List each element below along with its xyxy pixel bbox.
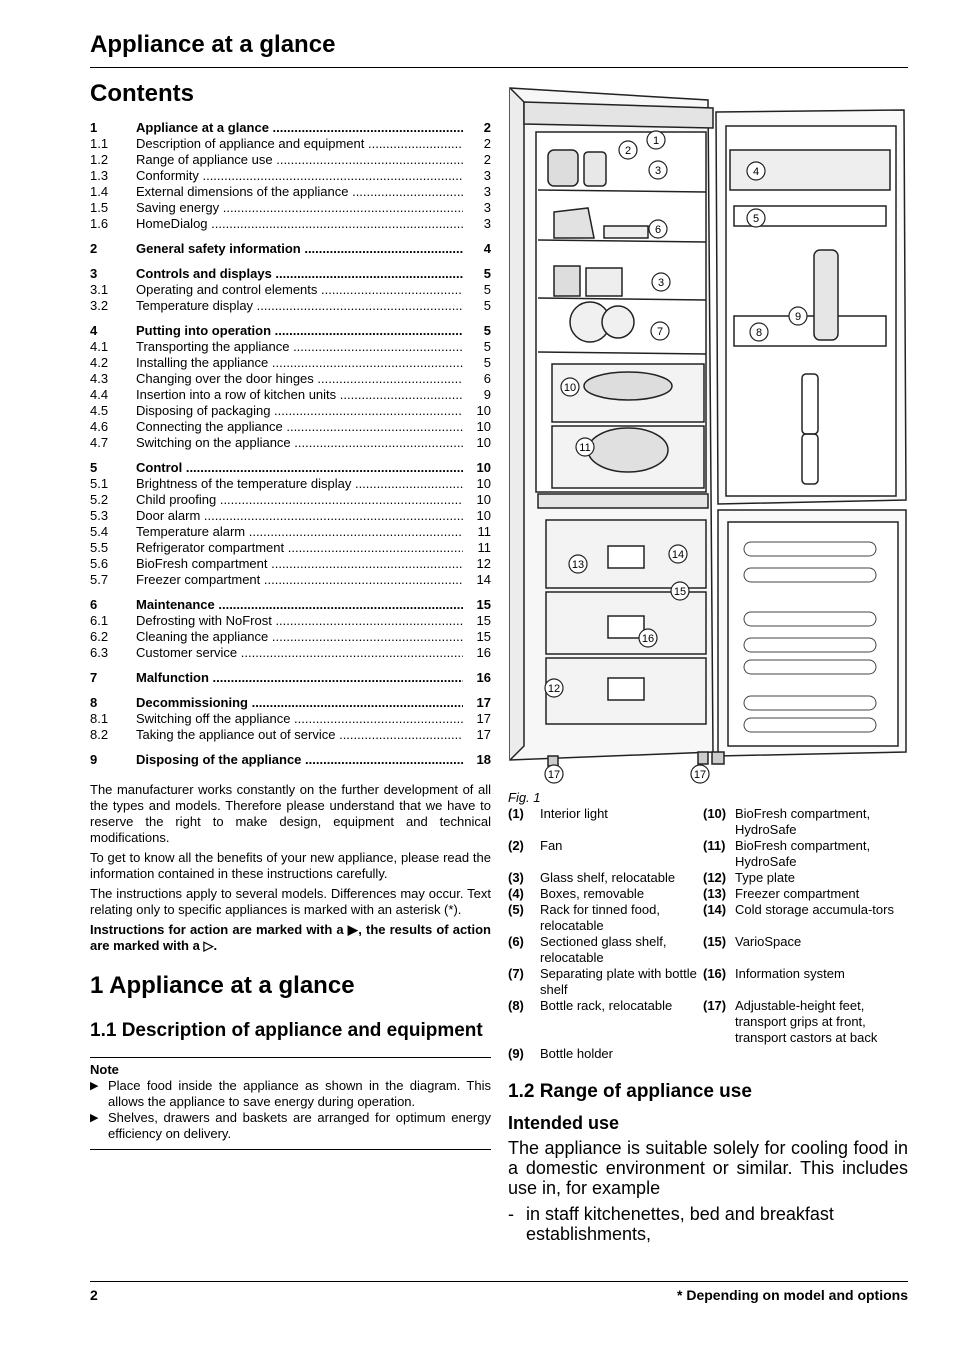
toc-entry-number: 4.4 <box>90 387 109 402</box>
toc-entry[interactable] <box>90 540 491 556</box>
legend-text: BioFresh compartment, HydroSafe <box>735 838 871 869</box>
toc-entry-page: 18 <box>476 752 491 767</box>
toc-entry[interactable] <box>90 216 491 232</box>
figure-callout <box>669 545 687 563</box>
toc-entry-page: 5 <box>483 282 491 297</box>
toc-entry-number: 3.1 <box>90 282 109 297</box>
callout-number: 16 <box>641 633 655 645</box>
instruction-marker-paragraph <box>90 922 491 954</box>
toc-entry-page: 10 <box>476 476 491 491</box>
legend-text: Freezer compartment <box>735 886 860 901</box>
toc-entry-number: 5 <box>90 460 98 475</box>
toc-entry-title: Freezer compartment ..... <box>136 572 463 588</box>
legend-text: Glass shelf, relocatable <box>540 870 676 885</box>
toc-entry[interactable] <box>90 460 491 476</box>
figure-callout <box>545 765 563 783</box>
intended-use-heading: Intended use <box>508 1113 620 1133</box>
toc-entry-title: General safety information ..... <box>136 241 463 257</box>
figure-callout <box>649 161 667 179</box>
toc-entry[interactable] <box>90 200 491 216</box>
legend-number: (7) <box>508 966 524 981</box>
legend-number: (10) <box>703 806 727 821</box>
toc-group <box>90 460 491 588</box>
toc-entry[interactable] <box>90 184 491 200</box>
toc-entry-title: Temperature alarm ..... <box>136 524 463 540</box>
toc-entry-title: Installing the appliance ..... <box>136 355 463 371</box>
toc-entry-number: 4 <box>90 323 98 338</box>
toc-entry-title: External dimensions of the appliance ..... <box>136 184 463 200</box>
toc-entry-title: Child proofing ..... <box>136 492 463 508</box>
toc-entry[interactable] <box>90 572 491 588</box>
legend-item <box>508 1046 703 1062</box>
toc-entry-page: 10 <box>476 492 491 507</box>
callout-number: 9 <box>794 311 802 323</box>
toc-entry[interactable] <box>90 152 491 168</box>
legend-number: (9) <box>508 1046 524 1061</box>
toc-entry-page: 11 <box>477 540 491 555</box>
callout-number: 17 <box>547 769 561 781</box>
toc-entry[interactable] <box>90 613 491 629</box>
toc-entry-page: 10 <box>476 419 491 434</box>
toc-entry[interactable] <box>90 120 491 136</box>
toc-entry-number: 7 <box>90 670 98 685</box>
legend-text: Fan <box>540 838 563 853</box>
toc-entry-number: 5.6 <box>90 556 109 571</box>
callout-number: 11 <box>579 442 591 454</box>
legend-item <box>703 886 908 902</box>
dash-marker: - <box>508 1204 514 1224</box>
legend-number: (11) <box>703 838 726 853</box>
toc-group <box>90 752 491 768</box>
legend-item <box>703 1046 908 1062</box>
toc-entry-number: 6 <box>90 597 98 612</box>
toc-entry[interactable] <box>90 419 491 435</box>
toc-entry-page: 10 <box>476 460 491 475</box>
marker-text: , the results of action are marked with a <box>90 922 491 953</box>
callout-number: 1 <box>652 135 660 147</box>
figure-callout <box>639 629 657 647</box>
toc-entry-number: 6.2 <box>90 629 109 644</box>
toc-entry-page: 5 <box>483 339 491 354</box>
legend-item <box>703 806 908 838</box>
toc-entry-number: 5.5 <box>90 540 109 555</box>
toc-entry[interactable] <box>90 371 491 387</box>
toc-entry-page: 6 <box>483 371 491 386</box>
legend-item <box>508 886 703 902</box>
toc-entry[interactable] <box>90 629 491 645</box>
legend-number: (3) <box>508 870 524 885</box>
figure-callout <box>651 322 669 340</box>
legend-text: Rack for tinned food, relocatable <box>540 902 660 933</box>
legend-text: Information system <box>735 966 845 981</box>
toc-entry-page: 5 <box>483 266 491 281</box>
legend-number: (15) <box>703 934 727 949</box>
toc-entry-title: Connecting the appliance ..... <box>136 419 463 435</box>
legend-number: (1) <box>508 806 524 821</box>
legend-item <box>703 998 908 1046</box>
toc-entry-title: Control ..... <box>136 460 463 476</box>
note-item-text: Place food inside the appliance as shown in the diagram. This allows the appliance to save energy during operation. <box>108 1078 491 1109</box>
toc-entry-page: 14 <box>476 572 491 587</box>
legend-number: (8) <box>508 998 524 1013</box>
figure-callout <box>747 162 765 180</box>
toc-entry[interactable] <box>90 339 491 355</box>
footer-note: * Depending on model and options <box>677 1287 908 1303</box>
toc-entry-title: Transporting the appliance ..... <box>136 339 463 355</box>
toc-entry-number: 1.4 <box>90 184 109 199</box>
toc-entry[interactable] <box>90 508 491 524</box>
toc-entry-title: Description of appliance and equipment ..... <box>136 136 463 152</box>
callout-number: 3 <box>657 277 665 289</box>
figure-callout <box>647 131 665 149</box>
toc-group <box>90 241 491 257</box>
toc-entry-page: 15 <box>476 629 491 644</box>
legend-text: Interior light <box>540 806 608 821</box>
toc-entry-page: 16 <box>476 645 491 660</box>
toc-entry[interactable] <box>90 711 491 727</box>
toc-entry-number: 5.7 <box>90 572 109 587</box>
toc-entry-title: Refrigerator compartment ..... <box>136 540 463 556</box>
legend-item <box>703 934 908 966</box>
toc-entry-number: 3.2 <box>90 298 109 313</box>
toc-entry[interactable] <box>90 645 491 661</box>
toc-entry[interactable] <box>90 136 491 152</box>
legend-item <box>508 966 703 998</box>
section-1-2-heading: 1.2 Range of appliance use <box>508 1081 752 1102</box>
toc-entry-title: Saving energy ..... <box>136 200 463 216</box>
toc-entry[interactable] <box>90 752 491 768</box>
toc-entry-number: 1.2 <box>90 152 109 167</box>
toc-entry-page: 3 <box>483 216 491 231</box>
callout-number: 4 <box>752 166 760 178</box>
toc-entry-page: 17 <box>476 727 491 742</box>
marker-text: Instructions for action are marked with a <box>90 922 348 937</box>
contents-heading: Contents <box>90 80 194 107</box>
toc-entry-page: 10 <box>476 435 491 450</box>
toc-entry-title: Operating and control elements ..... <box>136 282 463 298</box>
toc-entry-title: Brightness of the temperature display ..... <box>136 476 463 492</box>
toc-entry[interactable] <box>90 298 491 314</box>
toc-entry[interactable] <box>90 241 491 257</box>
legend-number: (17) <box>703 998 727 1013</box>
toc-entry-title: Switching off the appliance ..... <box>136 711 463 727</box>
legend-number: (6) <box>508 934 524 949</box>
toc-entry-page: 3 <box>483 200 491 215</box>
toc-entry[interactable] <box>90 670 491 686</box>
toc-entry-page: 15 <box>476 597 491 612</box>
legend-text: Bottle holder <box>540 1046 613 1061</box>
result-triangle-icon: ▷ <box>203 938 214 953</box>
toc-entry-number: 9 <box>90 752 98 767</box>
toc-entry-page: 12 <box>476 556 491 571</box>
intro-paragraph: The instructions apply to several models. Differences may occur. Text relating only to specific appliances is marked with an asterisk (*). <box>90 886 491 917</box>
callout-number: 8 <box>755 327 763 339</box>
toc-entry[interactable] <box>90 435 491 451</box>
toc-entry-number: 3 <box>90 266 98 281</box>
toc-entry-number: 5.3 <box>90 508 109 523</box>
table-of-contents <box>90 120 491 768</box>
toc-entry-number: 1.5 <box>90 200 109 215</box>
figure-callout <box>671 582 689 600</box>
toc-entry-title: Range of appliance use ..... <box>136 152 463 168</box>
toc-group <box>90 323 491 451</box>
legend-item <box>703 838 908 870</box>
figure-callout <box>561 378 579 396</box>
toc-entry-number: 1.3 <box>90 168 109 183</box>
figure-callout <box>691 765 709 783</box>
toc-entry[interactable] <box>90 524 491 540</box>
toc-entry-number: 4.7 <box>90 435 109 450</box>
toc-entry[interactable] <box>90 355 491 371</box>
toc-entry-page: 3 <box>483 168 491 183</box>
note-item-text: Shelves, drawers and baskets are arranged for optimum energy efficiency on delivery. <box>108 1110 491 1141</box>
callout-number: 15 <box>673 586 687 598</box>
figure-callout <box>576 438 594 456</box>
toc-entry-title: HomeDialog ..... <box>136 216 463 232</box>
toc-entry-title: Temperature display ..... <box>136 298 463 314</box>
toc-entry-number: 4.2 <box>90 355 109 370</box>
figure-callout <box>789 307 807 325</box>
figure-callout <box>619 141 637 159</box>
toc-group <box>90 695 491 743</box>
toc-entry[interactable] <box>90 323 491 339</box>
legend-text: Type plate <box>735 870 795 885</box>
toc-entry-number: 4.3 <box>90 371 109 386</box>
toc-entry[interactable] <box>90 282 491 298</box>
toc-entry-page: 17 <box>476 711 491 726</box>
toc-entry-title: Disposing of the appliance ..... <box>136 752 463 768</box>
toc-entry[interactable] <box>90 387 491 403</box>
toc-entry-title: Cleaning the appliance ..... <box>136 629 463 645</box>
toc-entry-number: 5.4 <box>90 524 109 539</box>
note-item <box>90 1110 491 1142</box>
left-column <box>90 80 491 1150</box>
toc-entry-title: Putting into operation ..... <box>136 323 463 339</box>
legend-number: (4) <box>508 886 524 901</box>
toc-entry-page: 2 <box>483 152 491 167</box>
legend-text: Bottle rack, relocatable <box>540 998 673 1013</box>
legend-text: Cold storage accumula-tors <box>735 902 894 917</box>
toc-entry-page: 9 <box>483 387 491 402</box>
callout-number: 3 <box>654 165 662 177</box>
legend-text: BioFresh compartment, HydroSafe <box>735 806 871 837</box>
callout-number: 13 <box>571 559 585 571</box>
toc-entry-title: Switching on the appliance ..... <box>136 435 463 451</box>
toc-entry[interactable] <box>90 492 491 508</box>
toc-entry[interactable] <box>90 266 491 282</box>
figure-callout <box>569 555 587 573</box>
toc-entry-number: 5.2 <box>90 492 109 507</box>
legend-item <box>703 870 908 886</box>
toc-entry-number: 8.2 <box>90 727 109 742</box>
toc-entry[interactable] <box>90 556 491 572</box>
toc-entry-title: Conformity ..... <box>136 168 463 184</box>
section-1-1-heading: 1.1 Description of appliance and equipment <box>90 1020 483 1041</box>
legend-item <box>508 838 703 870</box>
toc-group <box>90 670 491 686</box>
toc-entry-page: 4 <box>483 241 491 256</box>
toc-entry-title: Insertion into a row of kitchen units ..... <box>136 387 463 403</box>
toc-entry-page: 5 <box>483 298 491 313</box>
legend-text: Adjustable-height feet, transport grips at front, transport castors at back <box>735 998 878 1045</box>
toc-entry-page: 15 <box>476 613 491 628</box>
toc-entry[interactable] <box>90 695 491 711</box>
legend-number: (13) <box>703 886 727 901</box>
intro-text <box>90 782 491 954</box>
legend-item <box>508 902 703 934</box>
toc-entry-number: 2 <box>90 241 98 256</box>
note-box <box>90 1057 491 1150</box>
legend-number: (14) <box>703 902 727 917</box>
fridge-figure <box>508 80 908 786</box>
toc-entry-number: 6.1 <box>90 613 109 628</box>
toc-entry-page: 17 <box>476 695 491 710</box>
toc-entry-page: 5 <box>483 355 491 370</box>
figure-callout <box>747 209 765 227</box>
page-header <box>90 30 908 68</box>
legend-item <box>703 902 908 934</box>
toc-entry-page: 10 <box>476 508 491 523</box>
toc-entry-page: 11 <box>477 524 491 539</box>
figure-callout <box>649 220 667 238</box>
page-title: Appliance at a glance <box>90 31 336 58</box>
toc-group <box>90 597 491 661</box>
legend-number: (12) <box>703 870 727 885</box>
toc-entry-title: Maintenance ..... <box>136 597 463 613</box>
legend-text: Boxes, removable <box>540 886 645 901</box>
note-title: Note <box>90 1062 119 1077</box>
callout-number: 6 <box>654 224 662 236</box>
toc-entry-page: 2 <box>483 120 491 135</box>
toc-entry-title: Controls and displays ..... <box>136 266 463 282</box>
toc-entry-page: 16 <box>476 670 491 685</box>
toc-entry-title: Decommissioning ..... <box>136 695 463 711</box>
toc-entry-number: 5.1 <box>90 476 109 491</box>
legend-text: VarioSpace <box>735 934 802 949</box>
legend-item <box>703 966 908 998</box>
intro-paragraph: To get to know all the benefits of your new appliance, please read the information contained in these instructions carefully. <box>90 850 491 881</box>
toc-entry-page: 5 <box>483 323 491 338</box>
right-column <box>508 80 908 1244</box>
toc-entry-title: Appliance at a glance ..... <box>136 120 463 136</box>
toc-group <box>90 120 491 232</box>
toc-entry-number: 6.3 <box>90 645 109 660</box>
toc-entry-title: Door alarm ..... <box>136 508 463 524</box>
toc-entry[interactable] <box>90 727 491 743</box>
callout-number: 5 <box>752 213 760 225</box>
toc-entry-title: Defrosting with NoFrost ..... <box>136 613 463 629</box>
figure-callout <box>652 273 670 291</box>
list-item-text: in staff kitchenettes, bed and breakfast establishments, <box>526 1204 834 1244</box>
callout-number: 14 <box>671 549 685 561</box>
toc-entry-title: BioFresh compartment ..... <box>136 556 463 572</box>
action-triangle-icon: ▶ <box>347 922 359 937</box>
legend-number: (5) <box>508 902 524 917</box>
toc-entry-number: 4.5 <box>90 403 109 418</box>
toc-entry-title: Customer service ..... <box>136 645 463 661</box>
legend-number: (2) <box>508 838 524 853</box>
toc-entry-number: 8 <box>90 695 98 710</box>
section-1-heading: 1 Appliance at a glance <box>90 972 355 999</box>
toc-entry[interactable] <box>90 476 491 492</box>
toc-entry-title: Changing over the door hinges ..... <box>136 371 463 387</box>
legend-text: Separating plate with bottle shelf <box>540 966 697 997</box>
note-item <box>90 1078 491 1110</box>
fridge-diagram <box>508 80 908 786</box>
figure-callout <box>545 679 563 697</box>
toc-entry-page: 3 <box>483 184 491 199</box>
toc-entry-page: 2 <box>483 136 491 151</box>
toc-entry[interactable] <box>90 168 491 184</box>
callout-number: 7 <box>656 326 664 338</box>
callout-number: 2 <box>624 145 632 157</box>
toc-entry[interactable] <box>90 403 491 419</box>
callout-number: 17 <box>693 769 707 781</box>
legend-item <box>508 870 703 886</box>
figure-callout <box>750 323 768 341</box>
callout-number: 10 <box>563 382 577 394</box>
toc-entry-number: 1.1 <box>90 136 109 151</box>
toc-entry-number: 4.1 <box>90 339 109 354</box>
action-triangle-icon: ▶ <box>90 1080 99 1092</box>
marker-text: . <box>213 938 218 953</box>
intro-paragraph: The manufacturer works constantly on the further development of all the types and models. Therefore please understand that we have to reserve the right to make design, equipment and technical modifications. <box>90 782 491 845</box>
callout-number: 12 <box>547 683 561 695</box>
legend-number: (16) <box>703 966 727 981</box>
action-triangle-icon: ▶ <box>90 1112 99 1124</box>
toc-entry-title: Malfunction ..... <box>136 670 463 686</box>
legend-item <box>508 806 703 838</box>
legend-text: Sectioned glass shelf, relocatable <box>540 934 667 965</box>
toc-entry-number: 1 <box>90 120 98 135</box>
page-number: 2 <box>90 1287 98 1303</box>
toc-entry-number: 4.6 <box>90 419 109 434</box>
list-item <box>508 1204 908 1244</box>
toc-entry[interactable] <box>90 597 491 613</box>
figure-legend <box>508 806 908 1062</box>
legend-number <box>703 1046 735 1062</box>
toc-entry-number: 8.1 <box>90 711 109 726</box>
figure-caption: Fig. 1 <box>508 790 541 805</box>
legend-item <box>508 998 703 1046</box>
intended-use-text: The appliance is suitable solely for cooling food in a domestic environment or similar. This includes use in, for example <box>508 1138 908 1198</box>
toc-group <box>90 266 491 314</box>
toc-entry-title: Taking the appliance out of service ..... <box>136 727 463 743</box>
toc-entry-title: Disposing of packaging ..... <box>136 403 463 419</box>
toc-entry-number: 1.6 <box>90 216 109 231</box>
toc-entry-page: 10 <box>476 403 491 418</box>
legend-item <box>508 934 703 966</box>
page-footer <box>90 1281 908 1303</box>
